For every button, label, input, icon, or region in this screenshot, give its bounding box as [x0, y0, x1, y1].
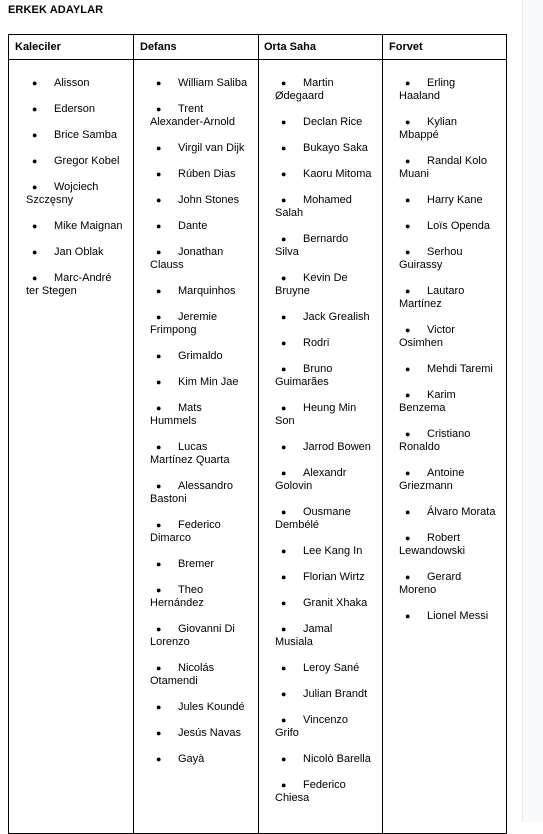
- player-name: Serhou Guirassy: [399, 246, 463, 271]
- player-name: Federico Dimarco: [150, 519, 221, 544]
- right-gutter: [522, 0, 543, 822]
- bullet-icon: ●: [281, 234, 287, 244]
- bullet-icon: ●: [156, 559, 162, 569]
- player-name: Declan Rice: [303, 116, 363, 128]
- bullet-icon: ●: [281, 442, 287, 452]
- bullet-icon: ●: [405, 325, 411, 335]
- player-list-item: [150, 103, 250, 129]
- player-list-item: [399, 246, 499, 272]
- player-name: Martin Ødegaard: [275, 77, 334, 102]
- player-name: Erling Haaland: [399, 77, 456, 102]
- bullet-icon: ●: [156, 481, 162, 491]
- player-list-item: [150, 753, 250, 766]
- player-name: Alessandro Bastoni: [150, 480, 234, 505]
- header-forvet: Forvet: [389, 41, 423, 53]
- bullet-icon: ●: [281, 468, 287, 478]
- bullet-icon: ●: [281, 546, 287, 556]
- player-name: Harry Kane: [427, 194, 483, 206]
- header-divider: [9, 59, 506, 60]
- player-name: Granit Xhaka: [303, 597, 368, 609]
- player-list-item: [275, 688, 373, 701]
- player-list-item: [399, 324, 499, 350]
- player-list-item: [275, 571, 373, 584]
- player-list-item: [150, 246, 250, 272]
- bullet-icon: ●: [32, 130, 38, 140]
- player-name: Heung Min Son: [275, 402, 357, 427]
- player-name: Nicolás Otamendi: [150, 662, 215, 687]
- bullet-icon: ●: [405, 572, 411, 582]
- player-list-item: [275, 779, 373, 805]
- bullet-icon: ●: [405, 286, 411, 296]
- player-name: Jonathan Clauss: [150, 246, 224, 271]
- player-list-item: [150, 142, 250, 155]
- bullet-icon: ●: [405, 533, 411, 543]
- bullet-icon: ●: [281, 169, 287, 179]
- player-list-item: [399, 428, 499, 454]
- bullet-icon: ●: [405, 221, 411, 231]
- player-list-item: [26, 246, 124, 259]
- player-list-item: [275, 194, 373, 220]
- player-list-item: [150, 584, 250, 610]
- player-name: Jarrod Bowen: [303, 441, 371, 453]
- column-divider: [258, 35, 259, 833]
- bullet-icon: ●: [156, 663, 162, 673]
- bullet-icon: ●: [156, 624, 162, 634]
- bullet-icon: ●: [405, 156, 411, 166]
- bullet-icon: ●: [281, 715, 287, 725]
- bullet-icon: ●: [405, 247, 411, 257]
- player-list-item: [275, 363, 373, 389]
- player-list-item: [399, 155, 499, 181]
- bullet-icon: ●: [405, 468, 411, 478]
- bullet-icon: ●: [32, 221, 38, 231]
- player-name: Kaoru Mitoma: [303, 168, 372, 180]
- player-name: Wojciech Szczęsny: [26, 181, 99, 206]
- player-name: Leroy Sané: [303, 662, 360, 674]
- bullet-icon: ●: [32, 247, 38, 257]
- bullet-icon: ●: [156, 442, 162, 452]
- player-list-item: [150, 701, 250, 714]
- bullet-icon: ●: [32, 78, 38, 88]
- bullet-icon: ●: [405, 117, 411, 127]
- player-list-item: [26, 181, 124, 207]
- player-name: Lionel Messi: [427, 610, 489, 622]
- player-list-item: [150, 480, 250, 506]
- player-name: Lucas Martínez Quarta: [150, 441, 230, 466]
- player-list-item: [150, 402, 250, 428]
- player-name: Grimaldo: [178, 350, 223, 362]
- player-name: Jan Oblak: [54, 246, 104, 258]
- players-table: [8, 34, 507, 834]
- bullet-icon: ●: [281, 598, 287, 608]
- player-list-item: [399, 571, 499, 597]
- page-title: ERKEK ADAYLAR: [8, 4, 104, 16]
- player-list-item: [26, 77, 124, 90]
- player-list-item: [399, 77, 499, 103]
- player-list-item: [399, 506, 499, 519]
- header-defans: Defans: [140, 41, 177, 53]
- bullet-icon: ●: [156, 247, 162, 257]
- player-name: Mike Maignan: [54, 220, 123, 232]
- player-name: Lee Kang In: [303, 545, 363, 557]
- player-name: Julian Brandt: [303, 688, 368, 700]
- player-name: Ousmane Dembélé: [275, 506, 351, 531]
- player-name: Ederson: [54, 103, 95, 115]
- bullet-icon: ●: [281, 273, 287, 283]
- bullet-icon: ●: [156, 377, 162, 387]
- player-list-item: [150, 662, 250, 688]
- player-name: Jesús Navas: [178, 727, 241, 739]
- player-name: Karim Benzema: [399, 389, 456, 414]
- player-list-item: [26, 220, 124, 233]
- player-list-item: [275, 311, 373, 324]
- bullet-icon: ●: [156, 754, 162, 764]
- bullet-icon: ●: [32, 182, 38, 192]
- player-name: Gerard Moreno: [399, 571, 462, 596]
- player-list-item: [26, 129, 124, 142]
- player-name: Nicolò Barella: [303, 753, 371, 765]
- column-divider: [133, 35, 134, 833]
- player-list-item: [150, 194, 250, 207]
- player-list-item: [275, 662, 373, 675]
- bullet-icon: ●: [405, 507, 411, 517]
- player-list-item: [399, 285, 499, 311]
- player-name: Kevin De Bruyne: [275, 272, 348, 297]
- player-list-item: [275, 467, 373, 493]
- bullet-icon: ●: [32, 273, 38, 283]
- bullet-icon: ●: [156, 728, 162, 738]
- bullet-icon: ●: [156, 143, 162, 153]
- player-name: Cristiano Ronaldo: [399, 428, 471, 453]
- player-name: Mohamed Salah: [275, 194, 352, 219]
- bullet-icon: ●: [156, 403, 162, 413]
- defans-list: [150, 77, 250, 779]
- player-list-item: [150, 311, 250, 337]
- bullet-icon: ●: [156, 702, 162, 712]
- player-list-item: [150, 285, 250, 298]
- bullet-icon: ●: [156, 286, 162, 296]
- bullet-icon: ●: [156, 195, 162, 205]
- bullet-icon: ●: [156, 585, 162, 595]
- player-name: Kim Min Jae: [178, 376, 239, 388]
- forvet-list: [399, 77, 499, 636]
- player-list-item: [275, 77, 373, 103]
- player-name: Florian Wirtz: [303, 571, 365, 583]
- bullet-icon: ●: [156, 221, 162, 231]
- player-list-item: [399, 467, 499, 493]
- bullet-icon: ●: [281, 364, 287, 374]
- player-name: Giovanni Di Lorenzo: [150, 623, 235, 648]
- player-name: Jeremie Frimpong: [150, 311, 218, 336]
- orta-saha-list: [275, 77, 373, 818]
- player-list-item: [26, 103, 124, 116]
- player-name: Bukayo Saka: [303, 142, 368, 154]
- player-name: Jamal Musiala: [275, 623, 333, 648]
- player-name: Rodri: [303, 337, 330, 349]
- player-list-item: [275, 272, 373, 298]
- player-list-item: [150, 623, 250, 649]
- player-list-item: [26, 155, 124, 168]
- player-name: Loïs Openda: [427, 220, 490, 232]
- player-name: Rúben Dias: [178, 168, 236, 180]
- bullet-icon: ●: [32, 156, 38, 166]
- player-list-item: [150, 727, 250, 740]
- player-name: Dante: [178, 220, 208, 232]
- player-name: Álvaro Morata: [427, 506, 496, 518]
- player-name: Lautaro Martínez: [399, 285, 465, 310]
- player-name: Jack Grealish: [303, 311, 370, 323]
- player-name: Alisson: [54, 77, 90, 89]
- player-name: Bernardo Silva: [275, 233, 349, 258]
- bullet-icon: ●: [281, 572, 287, 582]
- column-divider: [382, 35, 383, 833]
- bullet-icon: ●: [281, 689, 287, 699]
- player-list-item: [275, 545, 373, 558]
- player-name: Brice Samba: [54, 129, 117, 141]
- player-name: Bruno Guimarães: [275, 363, 333, 388]
- bullet-icon: ●: [405, 429, 411, 439]
- bullet-icon: ●: [281, 143, 287, 153]
- bullet-icon: ●: [405, 390, 411, 400]
- bullet-icon: ●: [281, 117, 287, 127]
- bullet-icon: ●: [281, 338, 287, 348]
- player-name: William Saliba: [178, 77, 248, 89]
- player-name: Randal Kolo Muani: [399, 155, 487, 180]
- player-list-item: [275, 623, 373, 649]
- bullet-icon: ●: [156, 312, 162, 322]
- player-list-item: [150, 376, 250, 389]
- bullet-icon: ●: [281, 403, 287, 413]
- player-list-item: [275, 506, 373, 532]
- kaleciler-list: [26, 77, 124, 311]
- player-name: Mehdi Taremi: [427, 363, 493, 375]
- player-list-item: [150, 519, 250, 545]
- player-list-item: [150, 77, 250, 90]
- player-name: John Stones: [178, 194, 240, 206]
- bullet-icon: ●: [156, 169, 162, 179]
- player-name: Bremer: [178, 558, 215, 570]
- player-name: Antoine Griezmann: [399, 467, 465, 492]
- player-name: Theo Hernández: [150, 584, 204, 609]
- player-name: Virgil van Dijk: [178, 142, 245, 154]
- player-list-item: [399, 220, 499, 233]
- player-name: Gayà: [178, 753, 205, 765]
- player-name: Alexandr Golovin: [275, 467, 347, 492]
- bullet-icon: ●: [281, 78, 287, 88]
- player-list-item: [275, 402, 373, 428]
- player-name: Marquinhos: [178, 285, 236, 297]
- bullet-icon: ●: [281, 663, 287, 673]
- player-list-item: [275, 142, 373, 155]
- bullet-icon: ●: [281, 312, 287, 322]
- player-list-item: [150, 441, 250, 467]
- player-name: Victor Osimhen: [399, 324, 455, 349]
- player-list-item: [275, 233, 373, 259]
- player-name: Trent Alexander-Arnold: [150, 103, 235, 128]
- player-list-item: [275, 597, 373, 610]
- player-list-item: [399, 389, 499, 415]
- player-list-item: [150, 220, 250, 233]
- player-name: Gregor Kobel: [54, 155, 120, 167]
- player-list-item: [399, 116, 499, 142]
- player-list-item: [275, 116, 373, 129]
- player-name: Kylian Mbappé: [399, 116, 457, 141]
- bullet-icon: ●: [156, 520, 162, 530]
- bullet-icon: ●: [281, 195, 287, 205]
- player-name: Mats Hummels: [150, 402, 202, 427]
- header-orta-saha: Orta Saha: [264, 41, 316, 53]
- bullet-icon: ●: [281, 780, 287, 790]
- bullet-icon: ●: [156, 351, 162, 361]
- player-list-item: [399, 610, 499, 623]
- player-list-item: [275, 441, 373, 454]
- player-name: Federico Chiesa: [275, 779, 346, 804]
- player-list-item: [399, 363, 499, 376]
- bullet-icon: ●: [281, 624, 287, 634]
- bullet-icon: ●: [156, 78, 162, 88]
- bullet-icon: ●: [405, 611, 411, 621]
- bullet-icon: ●: [405, 78, 411, 88]
- bullet-icon: ●: [405, 195, 411, 205]
- player-name: Robert Lewandowski: [399, 532, 466, 557]
- bullet-icon: ●: [281, 507, 287, 517]
- player-list-item: [275, 753, 373, 766]
- bullet-icon: ●: [156, 104, 162, 114]
- bullet-icon: ●: [405, 364, 411, 374]
- player-list-item: [275, 168, 373, 181]
- player-list-item: [399, 532, 499, 558]
- player-list-item: [275, 337, 373, 350]
- player-list-item: [26, 272, 124, 298]
- player-list-item: [399, 194, 499, 207]
- player-list-item: [150, 558, 250, 571]
- player-name: Marc-André ter Stegen: [26, 272, 112, 297]
- bullet-icon: ●: [281, 754, 287, 764]
- header-kaleciler: Kaleciler: [15, 41, 61, 53]
- player-name: Jules Koundé: [178, 701, 245, 713]
- player-list-item: [275, 714, 373, 740]
- player-list-item: [150, 350, 250, 363]
- bullet-icon: ●: [32, 104, 38, 114]
- player-name: Vincenzo Grifo: [275, 714, 349, 739]
- player-list-item: [150, 168, 250, 181]
